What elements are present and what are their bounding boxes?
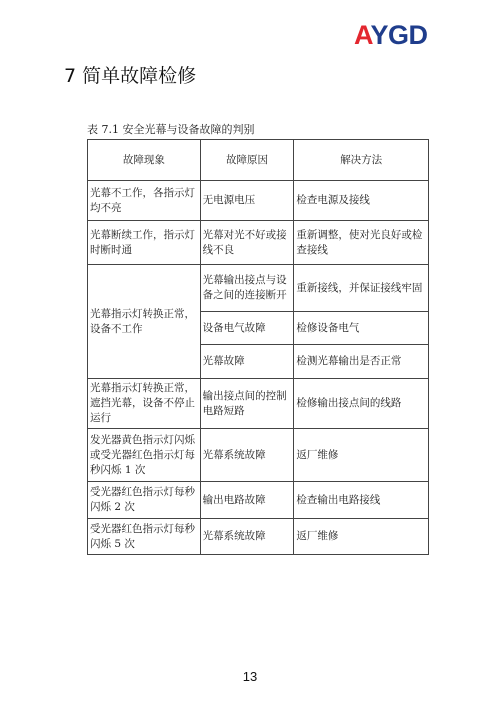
chapter-title: 7 简单故障检修	[64, 65, 197, 87]
cause-cell: 光幕对光不好或接线不良	[200, 221, 294, 265]
table-row	[88, 519, 429, 555]
cause-cell: 光幕系统故障	[200, 519, 294, 555]
fault-table	[87, 139, 429, 555]
solution-cell: 检查输出电路接线	[294, 482, 429, 519]
symptom-cell: 光幕指示灯转换正常，遮挡光幕，设备不停止运行	[88, 379, 201, 429]
symptom-cell: 发光器黄色指示灯闪烁或受光器红色指示灯每秒闪烁 1 次	[88, 429, 201, 482]
solution-cell: 检修输出接点间的线路	[294, 379, 429, 429]
header-symptom: 故障现象	[88, 140, 201, 181]
header-solution: 解决方法	[294, 140, 429, 181]
header-cause: 故障原因	[200, 140, 294, 181]
cause-cell: 光幕输出接点与设备之间的连接断开	[200, 265, 294, 312]
table-row	[88, 221, 429, 265]
solution-cell: 重新接线，并保证接线牢固	[294, 265, 429, 312]
logo-part-ygd: YGD	[370, 20, 428, 50]
brand-logo	[354, 20, 428, 50]
symptom-cell: 受光器红色指示灯每秒闪烁 5 次	[88, 519, 201, 555]
table-caption: 表 7.1 安全光幕与设备故障的判别	[87, 123, 255, 136]
table-header-row	[88, 140, 429, 181]
cause-cell: 输出接点间的控制电路短路	[200, 379, 294, 429]
page-number: 13	[242, 669, 258, 684]
solution-cell: 返厂维修	[294, 519, 429, 555]
solution-cell: 重新调整，使对光良好或检查接线	[294, 221, 429, 265]
table-row	[88, 429, 429, 482]
cause-cell: 光幕系统故障	[200, 429, 294, 482]
cause-cell: 设备电气故障	[200, 312, 294, 345]
cause-cell: 输出电路故障	[200, 482, 294, 519]
symptom-cell: 受光器红色指示灯每秒闪烁 2 次	[88, 482, 201, 519]
symptom-cell: 光幕断续工作，指示灯时断时通	[88, 221, 201, 265]
solution-cell: 检测光幕输出是否正常	[294, 345, 429, 379]
solution-cell: 检查电源及接线	[294, 181, 429, 221]
table-row	[88, 482, 429, 519]
table-row	[88, 181, 429, 221]
solution-cell: 检修设备电气	[294, 312, 429, 345]
table-row	[88, 379, 429, 429]
table-row	[88, 265, 429, 312]
logo-part-a: A	[354, 20, 371, 50]
cause-cell: 光幕故障	[200, 345, 294, 379]
symptom-cell: 光幕指示灯转换正常，设备不工作	[88, 265, 201, 379]
symptom-cell: 光幕不工作，各指示灯均不亮	[88, 181, 201, 221]
solution-cell: 返厂维修	[294, 429, 429, 482]
cause-cell: 无电源电压	[200, 181, 294, 221]
